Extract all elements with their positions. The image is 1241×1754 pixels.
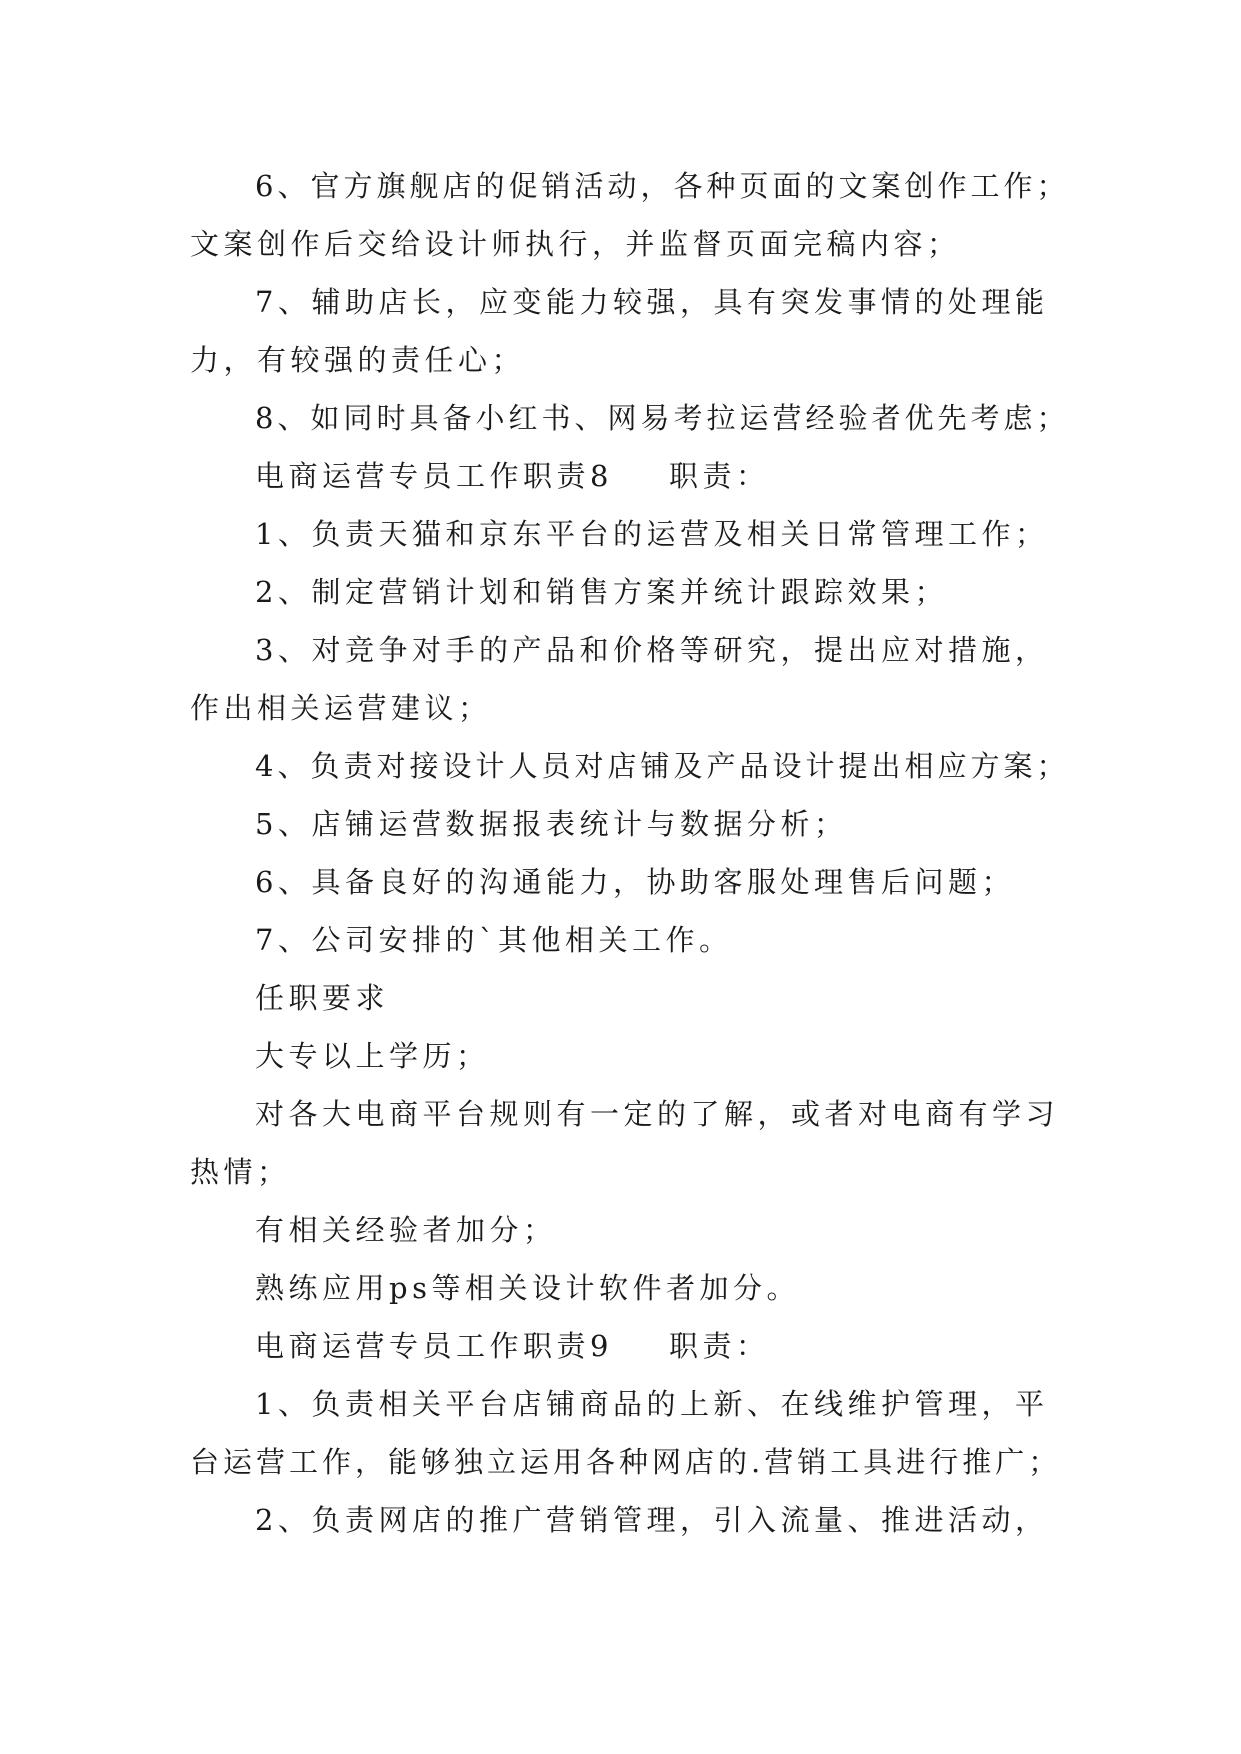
paragraph-line: 7、辅助店长，应变能力较强，具有突发事情的处理能 <box>255 285 1049 319</box>
section-heading-8 <box>190 447 1070 505</box>
paragraph-line: 热情； <box>190 1155 291 1189</box>
paragraph-line: 3、对竞争对手的产品和价格等研究，提出应对措施， <box>255 633 1049 667</box>
paragraph-line: 7、公司安排的`其他相关工作。 <box>255 923 733 957</box>
paragraph-line: 有相关经验者加分； <box>255 1213 557 1247</box>
paragraph-line: 8、如同时具备小红书、网易考拉运营经验者优先考虑； <box>255 401 1070 435</box>
paragraph-line: 对各大电商平台规则有一定的了解，或者对电商有学习 <box>255 1097 1060 1131</box>
paragraph-line: 2、制定营销计划和销售方案并统计跟踪效果； <box>255 575 948 609</box>
section-label: 职责： <box>668 1329 770 1363</box>
section-heading-9 <box>190 1317 1070 1375</box>
paragraph-line: 2、负责网店的推广营销管理，引入流量、推进活动， <box>255 1503 1049 1537</box>
paragraph-line: 5、店铺运营数据报表统计与数据分析； <box>255 807 848 841</box>
requirements-heading: 任职要求 <box>255 981 390 1015</box>
paragraph-line: 6、具备良好的沟通能力，协助客服处理售后问题； <box>255 865 1015 899</box>
section-title: 电商运营专员工作职责9 <box>255 1329 613 1363</box>
paragraph-line: 台运营工作，能够独立运用各种网店的.营销工具进行推广； <box>190 1445 1062 1479</box>
document-body <box>190 157 1070 1549</box>
paragraph-line: 力，有较强的责任心； <box>190 343 526 377</box>
section-label: 职责： <box>668 459 770 493</box>
paragraph-line: 大专以上学历； <box>255 1039 490 1073</box>
paragraph-line: 作出相关运营建议； <box>190 691 492 725</box>
paragraph-line: 1、负责天猫和京东平台的运营及相关日常管理工作； <box>255 517 1049 551</box>
section-title: 电商运营专员工作职责8 <box>255 459 613 493</box>
paragraph-line: 6、官方旗舰店的促销活动，各种页面的文案创作工作； <box>255 169 1070 203</box>
paragraph-line: 熟练应用ps等相关设计软件者加分。 <box>255 1271 800 1305</box>
paragraph-line: 4、负责对接设计人员对店铺及产品设计提出相应方案； <box>255 749 1070 783</box>
paragraph-line: 文案创作后交给设计师执行，并监督页面完稿内容； <box>190 227 961 261</box>
paragraph-line: 1、负责相关平台店铺商品的上新、在线维护管理，平 <box>255 1387 1049 1421</box>
